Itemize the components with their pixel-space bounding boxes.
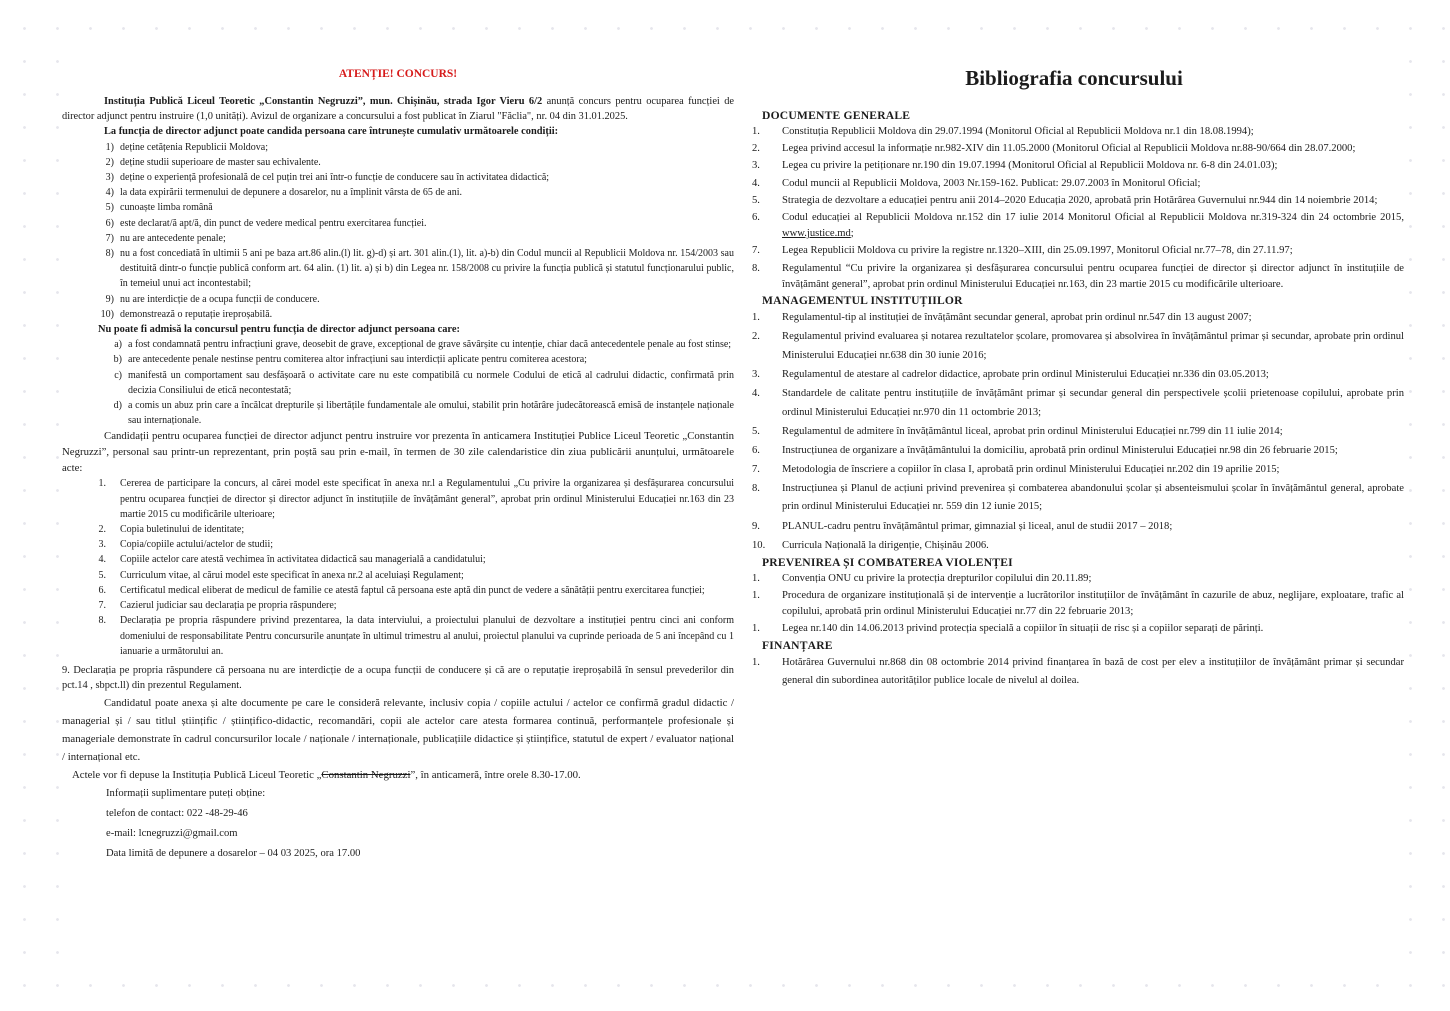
- bibliography-item: [744, 210, 1404, 242]
- bibliography-item: [744, 124, 1404, 140]
- bibliography-item: [744, 309, 1404, 328]
- condition-item-number: 2): [105, 156, 114, 168]
- bibliography-item-number: 1.: [752, 572, 760, 584]
- bibliography-item: [744, 571, 1404, 587]
- bibliography-item-text: Constituția Republicii Moldova din 29.07.1994 (Monitorul Oficial al Republicii Moldova nr.1 din 18.08.1994);: [782, 126, 1254, 137]
- bibliography-item-text: Convenția ONU cu privire la protecția drepturilor copilului din 20.11.89;: [782, 572, 1092, 584]
- required-act-item: [62, 568, 734, 583]
- section-heading-finance: FINANȚARE: [762, 638, 833, 652]
- exclusion-item-text: manifestă un comportament sau desfășoară o activitate care nu este compatibilă cu normele Codului de etică al cadrului didactic, confirmată prin decizia Consiliului de etică necontestată;: [128, 369, 734, 396]
- required-act-item-text: Declarația pe propria răspundere privind prezentarea, la data interviului, a proiectului planului de dezvoltare a instituției pentru cinci ani conform domeniului de responsabilitate Pentru concursurile anunțate în ultimul trimestru al anului, proiectul planului va cuprinde perioada de 5 ani începând cu 1 ianuarie a următorului an.: [120, 615, 734, 657]
- bibliography-item-number: 1.: [752, 312, 760, 324]
- bibliography-item-number: 7.: [752, 245, 760, 257]
- exclusion-item-number: b): [113, 354, 122, 366]
- bibliography-item-text: [782, 210, 1404, 242]
- condition-item-number: 8): [105, 248, 114, 260]
- bibliography-item: [744, 518, 1404, 537]
- general-documents-list: [744, 124, 1404, 293]
- required-act-item-number: 4.: [98, 554, 106, 566]
- bibliography-item-text: Legea Republicii Moldova cu privire la registre nr.1320–XIII, din 25.09.1997, Monitorul Oficial nr.77–78, din 27.11.97;: [782, 245, 1293, 257]
- intro-paragraph: [62, 94, 734, 124]
- bibliography-item-number: 7.: [752, 463, 760, 475]
- condition-item-text: la data expirării termenului de depunere a dosarelor, nu a împlinit vârsta de 65 de ani.: [120, 187, 462, 199]
- required-act-item: [62, 552, 734, 567]
- bibliography-item-number: 4.: [752, 387, 760, 399]
- deposit-hours: ”, în anticameră, între orele 8.30-17.00.: [410, 769, 581, 782]
- management-documents-list: [744, 309, 1404, 555]
- exclusion-item-text: a fost condamnată pentru infracțiuni grave, deosebit de grave, excepțional de grave săvârșite cu intenție, chiar dacă antecedentele penale au fost stinse;: [128, 339, 732, 351]
- bibliography-item-text: Curricula Națională la dirigenție, Chișinău 2006.: [782, 539, 989, 551]
- condition-item: [62, 140, 734, 155]
- not-admitted-title: Nu poate fi admisă la concursul pentru funcția de director adjunct persoana care:: [98, 324, 460, 336]
- condition-item-number: 5): [105, 202, 114, 214]
- finance-documents-list: [744, 654, 1404, 691]
- bibliography-item-number: 1.: [752, 656, 760, 668]
- candidates-paragraph: Candidații pentru ocuparea funcției de director adjunct pentru instruire vor prezenta în anticamera Instituției Publice Liceul Teoretic „Constantin Negruzzi”, personal sau printr-un reprezentant, prin poștă sau prin e-mail, în termen de 30 zile calendaristice din ziua publicării anunțului, următoarele acte:: [62, 430, 734, 475]
- required-act-item: [62, 583, 734, 598]
- condition-item: [62, 200, 734, 215]
- condition-item: [62, 307, 734, 322]
- bibliography-item: [744, 261, 1404, 293]
- bibliography-item-text: PLANUL-cadru pentru învățământul primar, gimnazial și liceal, anul de studii 2017 – 2018;: [782, 520, 1173, 532]
- bibliography-item-number: 6.: [752, 444, 760, 456]
- bibliography-item-text: Regulamentul privind evaluarea și notarea rezultatelor școlare, promovarea și absolvirea în învățământul primar și secundar, aprobate prin ordinul Ministerului Educației nr.638 din 30 iunie 2016;: [782, 331, 1404, 361]
- exclusion-item-number: a): [114, 339, 122, 351]
- deposit-institution-name: Constantin Negruzzi: [321, 769, 411, 782]
- announcement-page: [62, 58, 734, 970]
- bibliography-item-text: Legea privind accesul la informație nr.982-XIV din 11.05.2000 (Monitorul Oficial al Republicii Moldova nr.88-90/664 din 28.07.2000;: [782, 143, 1356, 155]
- required-act-item-number: 3.: [98, 539, 106, 551]
- condition-item: [62, 185, 734, 200]
- bibliography-item-number: 5.: [752, 194, 760, 206]
- required-act-item-number: 2.: [98, 524, 106, 536]
- exclusion-item: [62, 337, 734, 352]
- bibliography-item: [744, 243, 1404, 259]
- bibliography-item: [744, 654, 1404, 691]
- condition-item-number: 10): [100, 308, 114, 320]
- exclusion-item-text: a comis un abuz prin care a încălcat drepturile și libertățile fundamentale ale omului, stabilit prin hotărâre judecătorească emisă de instanțele naționale sau internaționale.: [128, 400, 734, 427]
- condition-item-number: 6): [105, 217, 114, 229]
- bibliography-item: [744, 537, 1404, 556]
- required-act-item-text: Certificatul medical eliberat de medicul de familie ce atestă faptul că persoana este aptă din punct de vedere a sănătății pentru exercitarea funcției;: [120, 584, 705, 596]
- bibliography-item-number: 2.: [752, 331, 760, 343]
- condition-item-text: demonstrează o reputație ireproșabilă.: [120, 308, 273, 320]
- bibliography-item-text: Strategia de dezvoltare a educației pentru anii 2014–2020 Educația 2020, aprobată prin Hotărârea Guvernului nr.944 din 14 noiembrie 2014;: [782, 194, 1378, 206]
- bibliography-item-text: Instrucțiunea de organizare a învățământului la domiciliu, aprobată prin ordinul Ministerului Educației nr.98 din 26 februarie 2015;: [782, 444, 1338, 456]
- not-admitted-list: [62, 337, 734, 428]
- item-9-paragraph: 9. Declarația pe propria răspundere că persoana nu are interdicție de a ocupa funcții de conducere și că are o reputație ireproșabilă în sensul prevederilor din pct.14 , sbpct.ll) din prezentul Regulament.: [62, 664, 734, 692]
- required-act-item: [62, 476, 734, 522]
- submission-deadline: Data limită de depunere a dosarelor – 04 03 2025, ora 17.00: [106, 848, 361, 860]
- condition-item-text: nu are interdicție de a ocupa funcții de conducere.: [120, 293, 320, 305]
- required-act-item: [62, 613, 734, 659]
- condition-item: [62, 231, 734, 246]
- exclusion-item: [62, 352, 734, 367]
- exclusion-item: [62, 368, 734, 398]
- required-act-item-text: Copiile actelor care atestă vechimea în activitatea didactică sau managerială a candidatului;: [120, 554, 486, 566]
- intro-text: anunță concurs pentru ocuparea funcției de director adjunct pentru instruire (1,0 unități). Avizul de organizare a concursului a fost publicat în Ziarul "Făclia", nr. 04 din 31.01.2025.: [62, 96, 734, 123]
- condition-item: [62, 155, 734, 170]
- bibliography-item-text: Metodologia de înscriere a copiilor în clasa I, aprobată prin ordinul Ministerului Educației nr.202 din 19 aprilie 2015;: [782, 463, 1280, 475]
- bibliography-item-number: 8.: [752, 482, 760, 494]
- exclusion-item: [62, 398, 734, 428]
- required-act-item-number: 8.: [98, 615, 106, 627]
- conditions-title: La funcția de director adjunct poate candida persoana care întrunește cumulativ următoarele condiții:: [104, 126, 559, 138]
- bibliography-item-number: 3.: [752, 160, 760, 172]
- bibliography-item: [744, 366, 1404, 385]
- required-act-item: [62, 522, 734, 537]
- bibliography-item: [744, 193, 1404, 209]
- bibliography-item-text: Instrucțiunea și Planul de acțiuni privind prevenirea și combaterea abandonului școlar și absenteismului școlar în învățământul general, aprobate prin ordinul Ministerului Educației nr. 559 din 12 iunie 2015;: [782, 482, 1404, 513]
- exclusion-item-number: c): [114, 369, 122, 381]
- bibliography-item-text: Legea cu privire la petiționare nr.190 din 19.07.1994 (Monitorul Oficial al Republicii Moldova nr. 6-8 din 24.01.03);: [782, 160, 1278, 172]
- required-act-item: [62, 598, 734, 613]
- bibliography-page: [744, 58, 1404, 958]
- bibliography-item-number: 1.: [752, 126, 760, 137]
- condition-item-text: nu are antecedente penale;: [120, 232, 226, 244]
- bibliography-item: [744, 423, 1404, 442]
- bibliography-title: Bibliografia concursului: [965, 66, 1183, 90]
- section-heading-violence: PREVENIREA ȘI COMBATEREA VIOLENȚEI: [762, 555, 1013, 569]
- condition-item-number: 9): [105, 293, 114, 305]
- bibliography-item: [744, 158, 1404, 174]
- bibliography-item-text: Codul muncii al Republicii Moldova, 2003 Nr.159-162. Publicat: 29.07.2003 în Monitorul Oficial;: [782, 177, 1201, 189]
- section-heading-general: DOCUMENTE GENERALE: [762, 109, 911, 122]
- bibliography-item: [744, 461, 1404, 480]
- condition-item-text: nu a fost concediată în ultimii 5 ani pe baza art.86 alin.(l) lit. g)-d) și art. 301 alin.(1), lit. a)-b) din Codul muncii al Republicii Moldova nr. 154/2003 sau destituită dintr-o funcție publică conform art. 64 alin. (1) lit. a) și b) din Legea nr. 158/2008 cu privire la funcția publică și statutul funcționarului public, în temeiul unui act incontestabil;: [120, 248, 734, 290]
- condition-item-number: 1): [105, 141, 114, 153]
- condition-item: [62, 292, 734, 307]
- bibliography-item: [744, 480, 1404, 517]
- condition-item-number: 4): [105, 187, 114, 199]
- bibliography-item-number: 6.: [752, 212, 760, 224]
- bibliography-item: [744, 328, 1404, 365]
- required-act-item-text: Copia buletinului de identitate;: [120, 524, 245, 536]
- required-act-item-number: 6.: [98, 584, 106, 596]
- bibliography-item-number: 4.: [752, 177, 760, 189]
- bibliography-item-number: 8.: [752, 262, 760, 274]
- bibliography-item-number: 10.: [752, 539, 766, 551]
- required-act-item-number: 7.: [98, 600, 106, 612]
- condition-item: [62, 246, 734, 292]
- deposit-paragraph: [62, 766, 734, 784]
- acts-list: [62, 476, 734, 658]
- condition-item-text: deține o experiență profesională de cel puțin trei ani într-o funcție de conducere sau în activitatea didactică;: [120, 172, 550, 184]
- bibliography-item-text: Legea nr.140 din 14.06.2013 privind protecția specială a copiilor în situații de risc și a copiilor separați de părinți.: [782, 623, 1264, 635]
- condition-item-number: 3): [105, 172, 114, 184]
- bibliography-item-text: Regulamentul de atestare al cadrelor didactice, aprobate prin ordinul Ministerului Educației nr.336 din 03.05.2013;: [782, 368, 1269, 380]
- required-act-item: [62, 537, 734, 552]
- annex-paragraph: Candidatul poate anexa și alte documente pe care le consideră relevante, inclusiv copia / copiile actului / actelor ce confirmă gradul didactic / managerial și / sau titlul științific / științifico-didactic, recomandări, copii ale actelor care atesta formarea continuă, performanțele profesionale și manageriale demonstrate în cadrul concursurilor locale / naționale / internaționale, publicațiile didactice și științifice, statutul de expert / evaluator național / internațional etc.: [62, 697, 734, 764]
- item-6-text: Codul educației al Republicii Moldova nr.152 din 17 iulie 2014 Monitorul Oficial al Republicii Moldova nr.319-324 din 24 octombrie 2015,: [782, 212, 1404, 224]
- condition-item-text: este declarat/ă apt/ă, din punct de vedere medical pentru exercitarea funcției.: [120, 217, 427, 229]
- bibliography-item: [744, 442, 1404, 461]
- required-act-item-text: Curriculum vitae, al cărui model este specificat în anexa nr.2 al aceluiași Regulament;: [120, 569, 464, 581]
- section-heading-management: MANAGEMENTUL INSTITUȚIILOR: [762, 294, 963, 308]
- bibliography-item: [744, 385, 1404, 422]
- bibliography-item-number: 1.: [752, 589, 760, 601]
- justice-link[interactable]: www.justice.md: [782, 228, 851, 240]
- contact-info-label: Informații suplimentare puteți obține:: [106, 788, 266, 800]
- contact-phone: telefon de contact: 022 -48-29-46: [106, 808, 248, 820]
- required-act-item-text: Copia/copiile actului/actelor de studii;: [120, 539, 274, 551]
- bibliography-item: [744, 176, 1404, 192]
- bibliography-item-number: 3.: [752, 368, 760, 380]
- bibliography-item: [744, 588, 1404, 620]
- condition-item-text: deține cetățenia Republicii Moldova;: [120, 141, 269, 153]
- condition-item-text: deține studii superioare de master sau echivalente.: [120, 156, 321, 168]
- conditions-list: [62, 140, 734, 322]
- bibliography-item-text: Regulamentul-tip al instituției de învățământ secundar general, aprobat prin ordinul nr.547 din 13 august 2007;: [782, 312, 1252, 324]
- institution-name: Instituția Publică Liceul Teoretic „Constantin Negruzzi”, mun. Chișinău, strada Igor Vieru 6/2: [104, 96, 543, 107]
- required-act-item-text: Cazierul judiciar sau declarația pe propria răspundere;: [120, 600, 337, 612]
- required-act-item-number: 1.: [98, 478, 106, 490]
- bibliography-item-number: 2.: [752, 143, 760, 155]
- condition-item: [62, 216, 734, 231]
- bibliography-item: [744, 141, 1404, 157]
- required-act-item-text: Cererea de participare la concurs, al cărei model este specificat în anexa nr.l a Regulamentului „Cu privire la organizarea și desfășurarea concursului pentru ocuparea funcției de director și director adjunct în instituțiile de învățământ general”, aprobat prin ordinul Ministerului Educației nr.163 din 23 martie 2015 cu modificările ulterioare;: [120, 478, 734, 520]
- required-act-item-number: 5.: [98, 569, 106, 581]
- condition-item-text: cunoaște limba română: [120, 202, 213, 214]
- bibliography-item-text: Hotărârea Guvernului nr.868 din 08 octombrie 2014 privind finanțarea în bază de cost per elev a instituțiilor de învățământ primar și secundar general din subordinea autorităților publice locale de nivelul al doilea.: [782, 656, 1404, 687]
- condition-item: [62, 170, 734, 185]
- bibliography-item-text: Standardele de calitate pentru instituțiile de învățământ primar și secundar general din perspectivele școlii prietenoase copilului, aprobate prin ordinul Ministerului Educației nr.970 din 11 octombrie 2013;: [782, 387, 1404, 418]
- bibliography-item-number: 9.: [752, 520, 760, 532]
- violence-documents-list: [744, 571, 1404, 638]
- exclusion-item-number: d): [113, 400, 122, 412]
- bibliography-item-text: Procedura de organizare instituțională și de intervenție a lucrătorilor instituțiilor de învățământ în cazurile de abuz, neglijare, exploatare, trafic al copilului, aprobată prin ordinul Ministerului Educației nr.77 din 22 februarie 2013;: [782, 589, 1404, 618]
- contact-email: e-mail: lcnegruzzi@gmail.com: [106, 828, 238, 840]
- bibliography-item-number: 1.: [752, 623, 760, 635]
- bibliography-item: [744, 621, 1404, 637]
- bibliography-item-text: Regulamentul “Cu privire la organizarea și desfășurarea concursului pentru ocuparea funcției de director și director adjunct în instituțiile de învățământ general”, aprobat prin ordinul Ministerului Educației nr.163, din 23 martie 2015 cu modificările ulterioare.: [782, 262, 1404, 290]
- item-6-end: ;: [850, 228, 854, 240]
- condition-item-number: 7): [105, 232, 114, 244]
- bibliography-item-text: Regulamentul de admitere în învățământul liceal, aprobat prin ordinul Ministerului Educației nr.799 din 11 iulie 2014;: [782, 425, 1283, 437]
- deposit-text: Actele vor fi depuse la Instituția Publică Liceul Teoretic „: [72, 769, 322, 782]
- bibliography-item-number: 5.: [752, 425, 760, 437]
- announcement-heading: ATENȚIE! CONCURS!: [338, 68, 458, 80]
- exclusion-item-text: are antecedente penale nestinse pentru comiterea altor infracțiuni sau interdicții aplicate pentru comiterea acestora;: [128, 354, 587, 366]
